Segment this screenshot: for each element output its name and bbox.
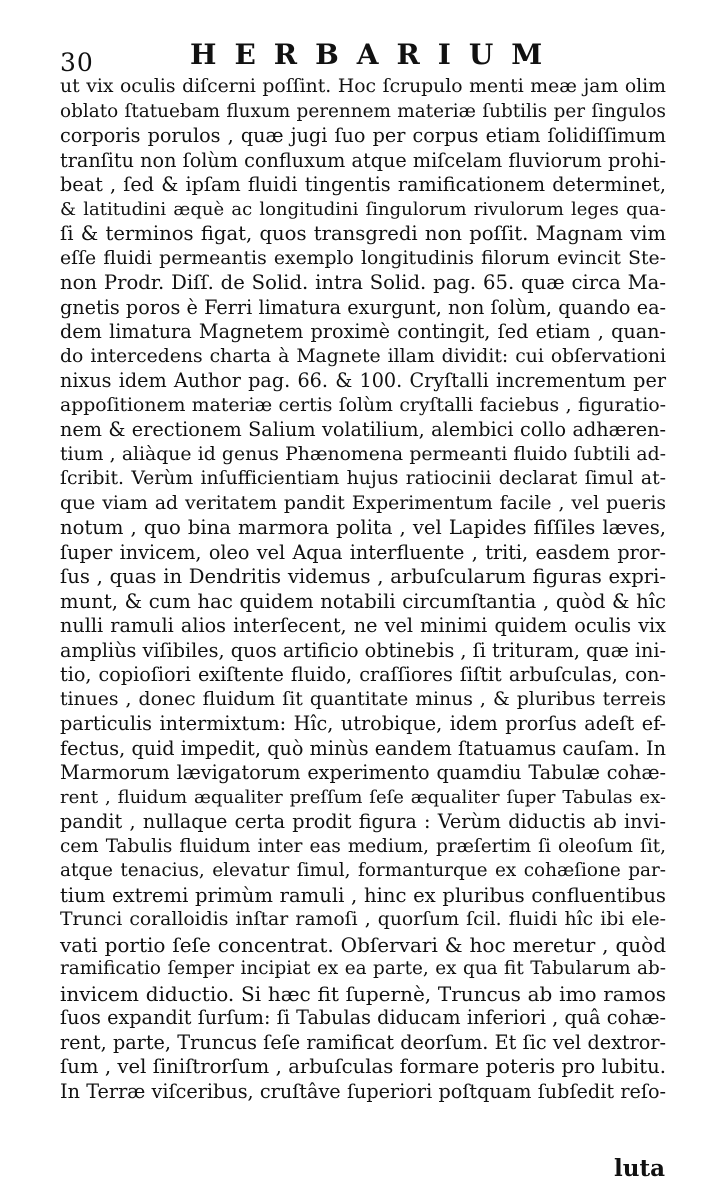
body-text [60,75,666,1104]
text-line: ſcribit. Verùm inſufficientiam hujus ratiocinii declarat ſimul at- [60,468,666,489]
text-line: tio, copioſiori exiſtente fluido, craſſiores ſiſtit arbuſculas, con- [60,663,666,686]
text-line: fectus, quid impedit, quò minùs eandem ſtatuamus cauſam. In [60,736,666,760]
text-line: que viam ad veritatem pandit Experimentum facile , vel pueris [60,492,666,514]
text-line: rent, parte, Truncus ſeſe ramificat deorſum. Et ſic vel dextror- [60,1030,666,1054]
text-line: ſum , vel ſiniſtrorſum , arbuſculas formare poteris pro lubitu. [60,1055,666,1078]
text-line: oblato ſtatuebam fluxum perennem materiæ ſubtilis per ſingulos [60,100,666,122]
text-line: ſuper invicem, oleo vel Aqua interfluente , triti, easdem pror- [60,540,666,564]
text-line: eſſe fluidi permeantis exemplo longitudinis filorum evincit Ste- [60,247,666,269]
page-number: 30 [60,48,94,77]
text-line: appoſitionem materiæ certis ſolùm cryſtalli faciebus , figuratio- [60,394,666,416]
text-line: Marmorum lævigatorum experimento quamdiu Tabulæ cohæ- [60,761,666,784]
text-line: beat , ſed & ipſam fluidi tingentis ramificationem determinet, [60,173,666,196]
text-line: nixus idem Author pag. 66. & 100. Cryſtalli incrementum per [60,369,666,392]
text-line: cem Tabulis fluidum inter eas medium, præſertim ſi oleoſum ſit, [60,835,666,857]
text-line: gnetis poros è Ferri limatura exurgunt, non ſolùm, quando ea- [60,295,666,319]
text-line: non Prodr. Diſſ. de Solid. intra Solid. pag. 65. quæ circa Ma- [60,271,666,294]
text-line: nem & erectionem Salium volatilium, alembici collo adhæren- [60,418,666,441]
text-line: munt, & cum hac quidem notabili circumſtantia , quòd & hîc [60,589,666,613]
text-line: vati portio ſeſe concentrat. Obſervari & hoc meretur , quòd [60,932,666,957]
text-line: particulis intermixtum: Hîc, utrobique, idem prorſus adeſt ef- [60,712,666,735]
text-line: ut vix oculis diſcerni poſſint. Hoc ſcrupulo menti meæ jam olim [60,76,666,97]
text-line: notum , quo bina marmora polita , vel Lapides fiſſiles læves, [60,516,666,539]
text-line: corporis porulos , quæ jugi ſuo per corpus etiam ſolidiſſimum [60,124,666,147]
text-line: dem limatura Magnetem proximè contingit, ſed etiam , quan- [60,320,666,343]
catchword: luta [614,1155,665,1182]
text-line: nulli ramuli alios interſecent, ne vel minimi quidem oculis vix [60,614,666,637]
text-line: ſus , quas in Dendritis videmus , arbuſcularum figuras expri- [60,565,666,588]
text-line: ramificatio ſemper incipiat ex ea parte, ex qua fit Tabularum ab- [60,958,666,979]
text-line: ſi & terminos figat, quos transgredi non poſſit. Magnam vim [60,222,666,245]
text-line: In Terræ viſceribus, cruſtâve ſuperiori poſtquam ſubſedit reſo- [60,1079,666,1103]
text-line: pandit , nullaque certa prodit figura : Verùm diductis ab invi- [60,810,666,833]
text-line: rent , fluidum æqualiter preſſum ſeſe æqualiter ſuper Tabulas ex- [60,786,666,808]
text-line: tium , aliàque id genus Phænomena permeanti fluido ſubtili ad- [60,443,666,465]
running-title: HERBARIUM [190,38,561,71]
text-line: atque tenacius, elevatur ſimul, formanturque ex cohæſione par- [60,860,666,881]
text-line: tranſitu non ſolùm confluxum atque miſcelam fluviorum prohi- [60,148,666,172]
text-line: ampliùs viſibiles, quos artificio obtinebis , ſi trituram, quæ ini- [60,638,666,662]
text-line: Trunci coralloidis inſtar ramoſi , quorſum ſcil. fluidi hîc ibi ele- [60,909,666,930]
text-line: & latitudini æquè ac longitudini ſingulorum rivulorum leges qua- [60,198,666,220]
text-line: tinues , donec fluidum ſit quantitate minus , & pluribus terreis [60,688,666,710]
text-line: invicem diductio. Si hæc fit ſupernè, Truncus ab imo ramos [60,981,666,1006]
text-line: tium extremi primùm ramuli , hinc ex pluribus confluentibus [60,883,666,907]
page-header [60,38,660,78]
text-line: do intercedens charta à Magnete illam dividit: cui obſervationi [60,345,666,367]
text-line: ſuos expandit ſurſum: ſi Tabulas diducam inferiori , quâ cohæ- [60,1006,666,1029]
